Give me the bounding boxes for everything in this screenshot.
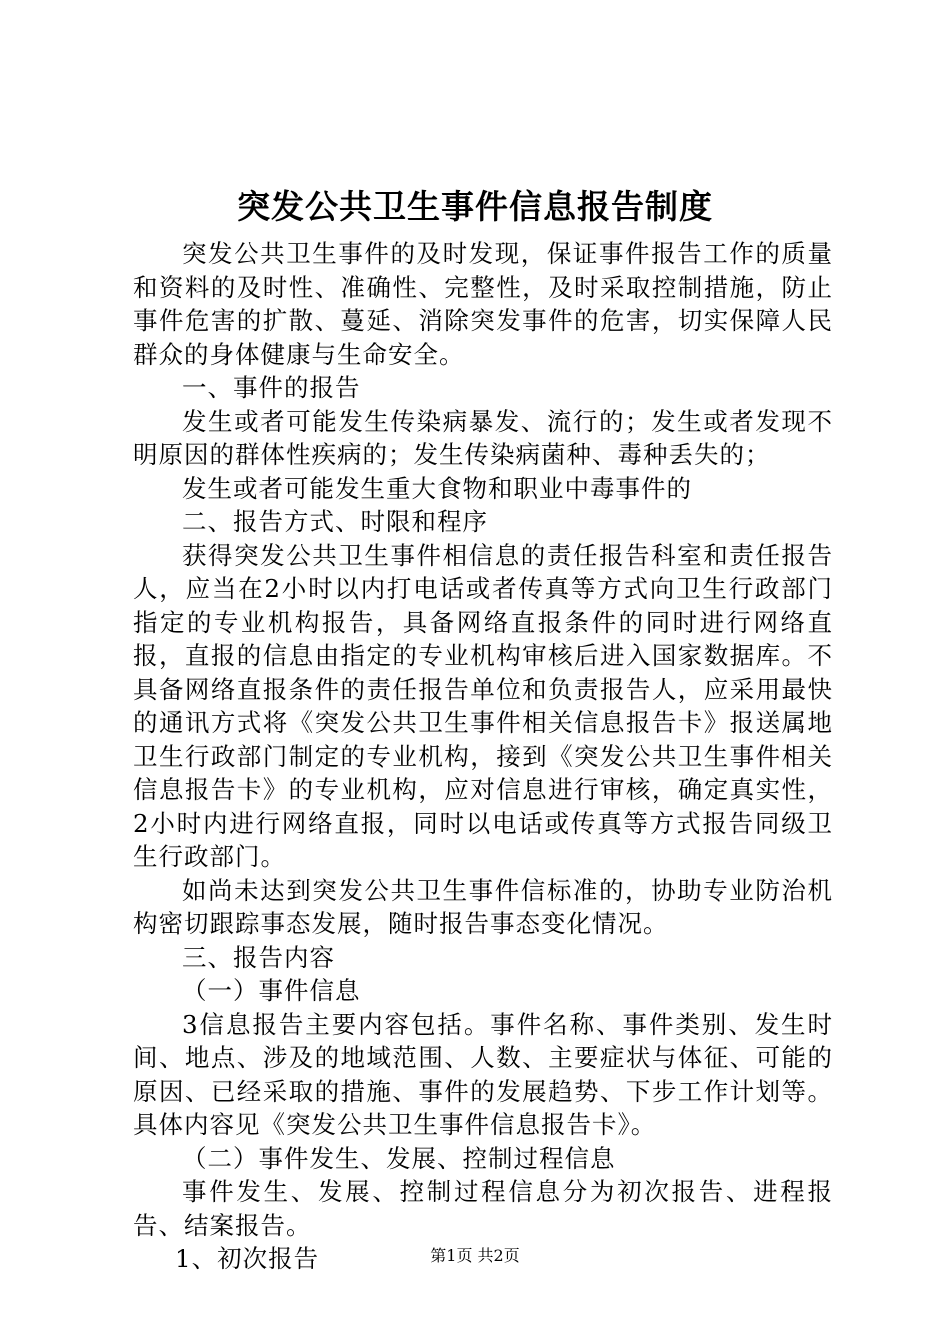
paragraph-tracking: 如尚未达到突发公共卫生事件信标准的，协助专业防治机构密切跟踪事态发展，随时报告事态变化情况。 [133,875,833,938]
paragraph-event-types: 发生或者可能发生传染病暴发、流行的；发生或者发现不明原因的群体性疾病的；发生传染病菌种、毒种丢失的； [133,406,833,469]
document-body [133,237,833,1276]
section-heading-2: 二、报告方式、时限和程序 [182,507,488,536]
page-number-footer: 第1页 共2页 [430,1246,520,1265]
section-heading-3: 三、报告内容 [182,942,335,972]
item-heading-initial-report: 1、初次报告 [175,1244,320,1273]
paragraph-report-stages: 事件发生、发展、控制过程信息分为初次报告、进程报告、结案报告。 [133,1177,833,1240]
section-heading-1: 一、事件的报告 [182,373,361,402]
paragraph-reporting-procedure: 获得突发公共卫生事件相信息的责任报告科室和责任报告人，应当在2小时以内打电话或者传真等方式向卫生行政部门指定的专业机构报告，具备网络直报条件的同时进行网络直报，直报的信息由指定的专业机构审核后进入国家数据库。不具备网络直报条件的责任报告单位和负责报告人，应采用最快的通讯方式将《突发公共卫生事件相关信息报告卡》报送属地卫生行政部门制定的专业机构，接到《突发公共卫生事件相关信息报告卡》的专业机构，应对信息进行审核，确定真实性，2小时内进行网络直报，同时以电话或传真等方式报告同级卫生行政部门。 [133,540,833,871]
subsection-heading-1: （一）事件信息 [182,976,361,1005]
paragraph-intro: 突发公共卫生事件的及时发现，保证事件报告工作的质量和资料的及时性、准确性、完整性，及时采取控制措施，防止事件危害的扩散、蔓延、消除突发事件的危害，切实保障人民群众的身体健康与生命安全。 [133,239,833,369]
subsection-heading-2: （二）事件发生、发展、控制过程信息 [182,1143,616,1173]
paragraph-report-content: 3信息报告主要内容包括。事件名称、事件类别、发生时间、地点、涉及的地域范围、人数、主要症状与体征、可能的原因、已经采取的措施、事件的发展趋势、下步工作计划等。具体内容见《突发公共卫生事件信息报告卡》。 [133,1009,833,1139]
paragraph-poisoning: 发生或者可能发生重大食物和职业中毒事件的 [182,473,692,503]
document-title: 突发公共卫生事件信息报告制度 [237,187,713,226]
